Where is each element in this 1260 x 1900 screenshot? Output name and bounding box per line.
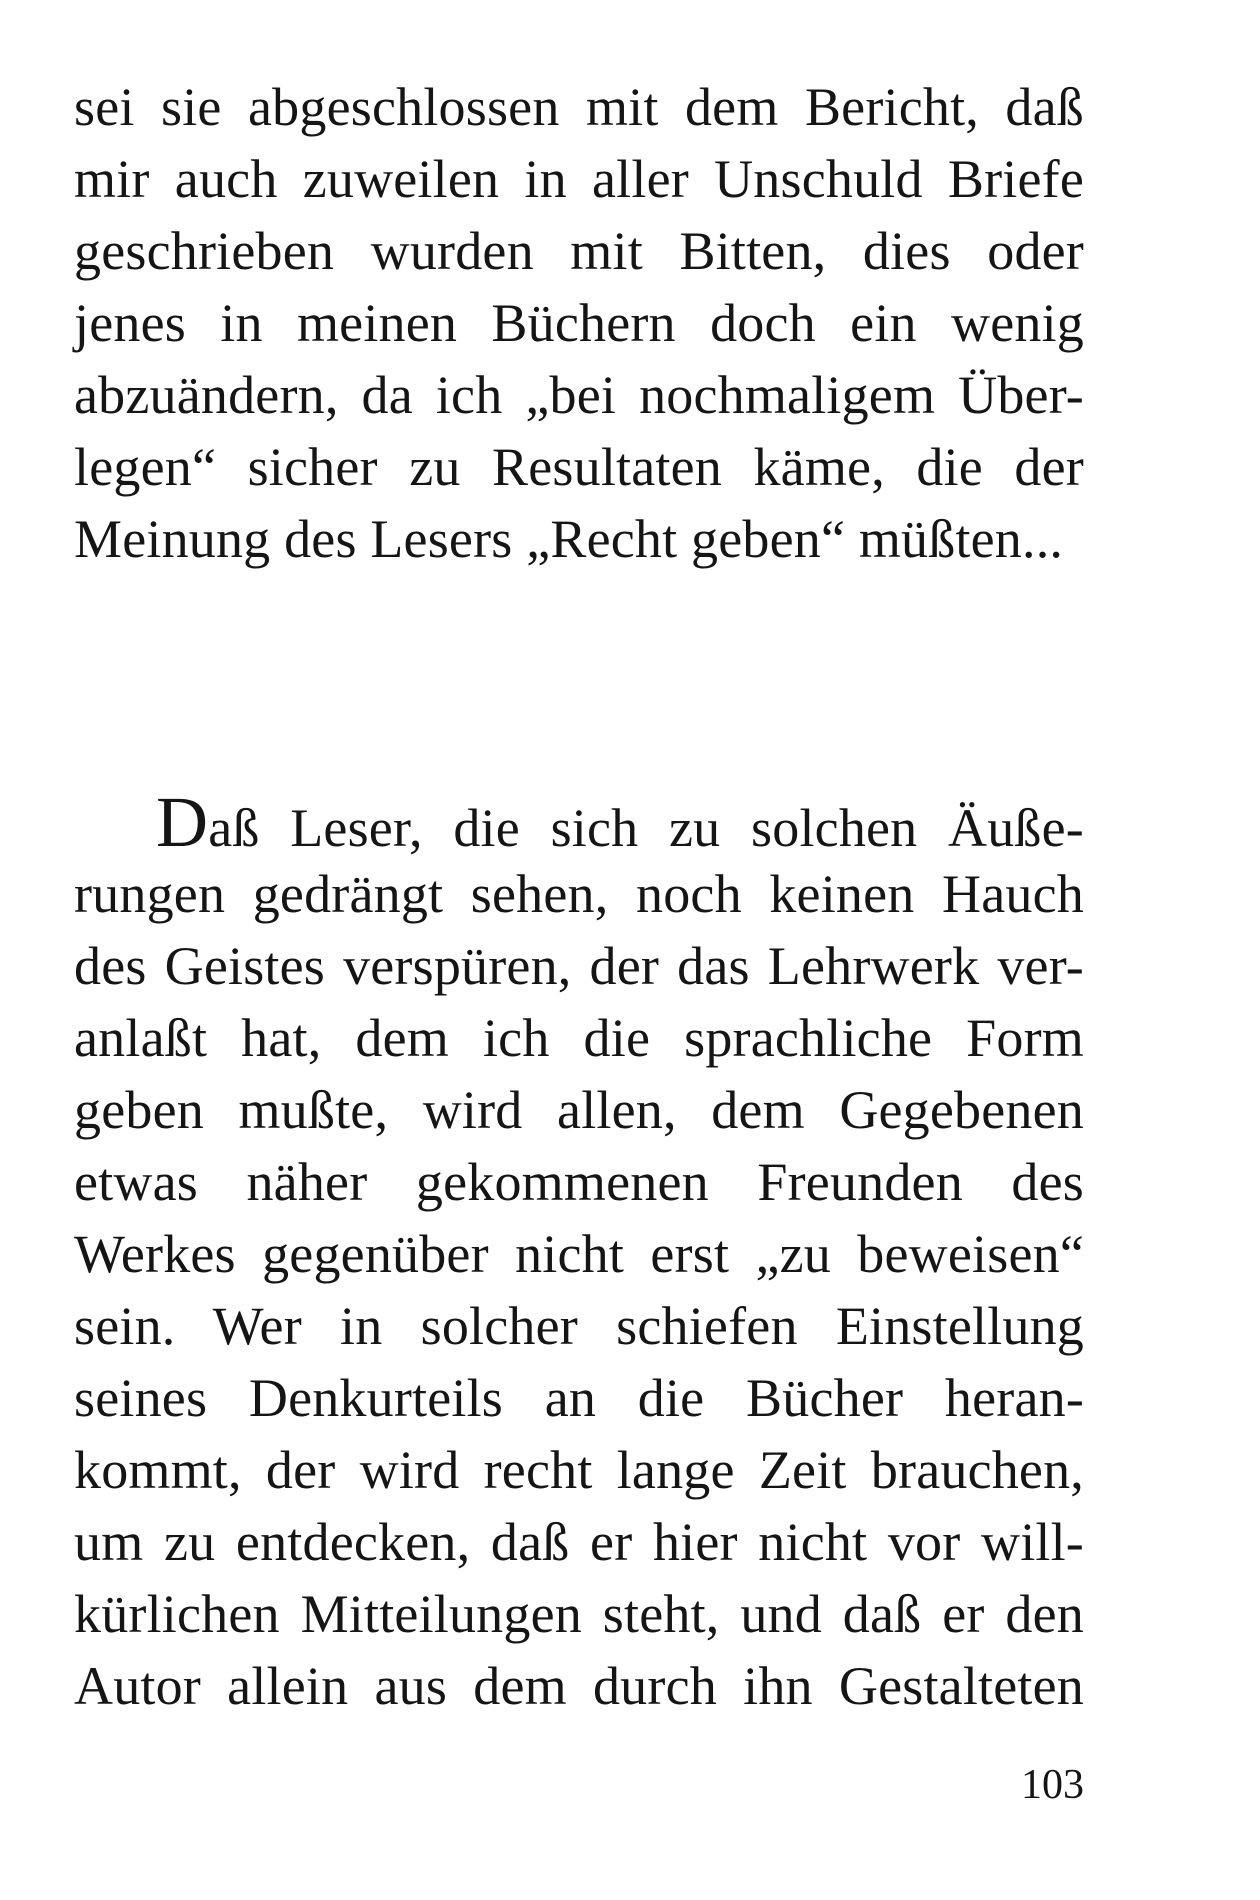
text-line: des Geistes verspüren, der das Lehrwerk ver- bbox=[74, 936, 1084, 996]
text-line: Werkes gegenüber nicht erst „zu beweisen“ bbox=[74, 1224, 1084, 1284]
page-number: 103 bbox=[1021, 1762, 1084, 1808]
text-line: sein. Wer in solcher schiefen Einstellung bbox=[74, 1296, 1084, 1356]
text-line: geschrieben wurden mit Bitten, dies oder bbox=[74, 221, 1084, 281]
paragraph-continued bbox=[74, 71, 1084, 575]
text-line: rungen gedrängt sehen, noch keinen Hauch bbox=[74, 864, 1084, 924]
text-line: Autor allein aus dem durch ihn Gestalteten bbox=[74, 1656, 1084, 1716]
initial-letter: D bbox=[156, 782, 209, 862]
first-text-line bbox=[74, 782, 1084, 862]
text-line: Meinung des Lesers „Recht geben“ müßten... bbox=[74, 509, 1064, 569]
text-line: kommt, der wird recht lange Zeit brauchen, bbox=[74, 1440, 1084, 1500]
text-line: geben mußte, wird allen, dem Gegebenen bbox=[74, 1080, 1084, 1140]
text-line: kürlichen Mitteilungen steht, und daß er den bbox=[74, 1584, 1084, 1644]
text-line: um zu entdecken, daß er hier nicht vor will- bbox=[74, 1512, 1084, 1572]
text-line: jenes in meinen Büchern doch ein wenig bbox=[74, 293, 1084, 353]
text-line: mir auch zuweilen in aller Unschuld Briefe bbox=[74, 149, 1084, 209]
text-line: anlaßt hat, dem ich die sprachliche Form bbox=[74, 1008, 1084, 1068]
paragraph-new-section bbox=[74, 782, 1084, 1722]
text-line: etwas näher gekommenen Freunden des bbox=[74, 1152, 1084, 1212]
text-line: legen“ sicher zu Resultaten käme, die der bbox=[74, 437, 1084, 497]
text-line: seines Denkurteils an die Bücher heran- bbox=[74, 1368, 1084, 1428]
first-line-text: aß Leser, die sich zu solchen Äuße- bbox=[208, 798, 1084, 858]
text-line: sei sie abgeschlossen mit dem Bericht, daß bbox=[74, 77, 1084, 137]
text-line: abzuändern, da ich „bei nochmaligem Über- bbox=[74, 365, 1084, 425]
